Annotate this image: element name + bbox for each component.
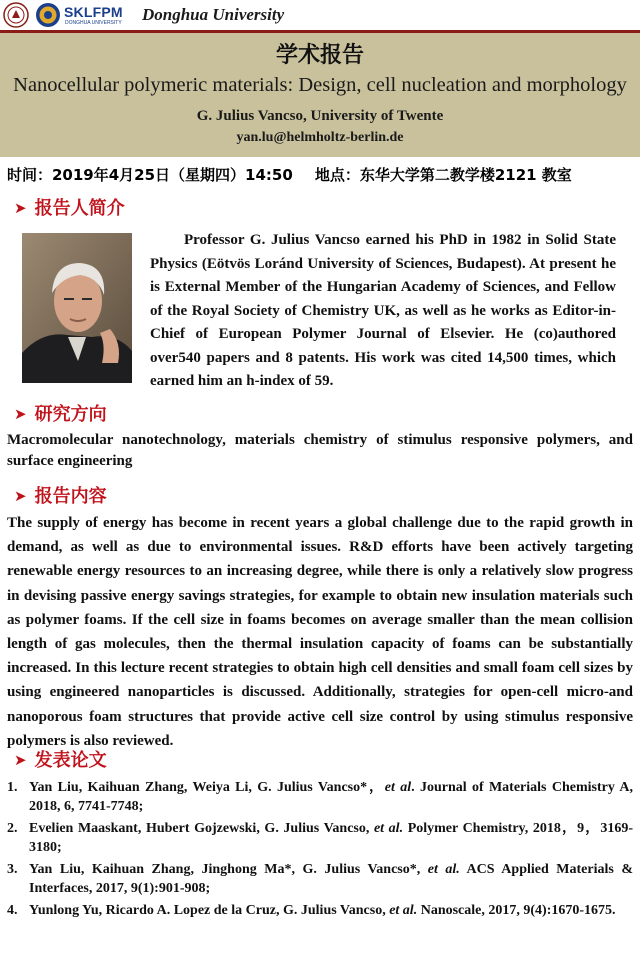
contact-email: yan.lu@helmholtz-berlin.de <box>236 130 404 145</box>
arrow-bullet-icon: ➤ <box>14 405 27 423</box>
list-item: 1. Yan Liu, Kaihuan Zhang, Weiya Li, G. Julius Vancso*，et al. Journal of Materials Chemistry A, 2018, 6, 7741-7748; <box>7 780 633 814</box>
list-item: 3. Yan Liu, Kaihuan Zhang, Jinghong Ma*, G. Julius Vancso*, et al. ACS Applied Materials & Interfaces, 2017, 9(1):901-908; <box>7 862 633 896</box>
publication-list <box>7 778 633 923</box>
event-place: 地点：东华大学第二教学楼2121 教室 <box>314 166 572 184</box>
list-item: 2. Evelien Maaskant, Hubert Gojzewski, G. Julius Vancso, et al. Polymer Chemistry, 2018，9，3169-3180; <box>7 821 633 855</box>
university-name: Donghua University <box>142 5 285 24</box>
section-heading-bio: ➤ 报告人简介 <box>14 198 125 219</box>
donghua-seal-icon <box>3 2 29 28</box>
talk-title: Nanocellular polymeric materials: Design, cell nucleation and morphology <box>13 74 627 96</box>
sklfpm-logo-text: SKLFPM <box>64 4 123 20</box>
logo-bar <box>0 0 640 33</box>
sklfpm-emblem-icon <box>35 2 61 28</box>
arrow-bullet-icon: ➤ <box>14 487 27 505</box>
page-title: 学术报告 <box>275 43 364 68</box>
section-heading-content: ➤ 报告内容 <box>14 486 107 507</box>
research-interests: Macromolecular nanotechnology, materials chemistry of stimulus responsive polymers, and surface engineering <box>7 432 633 469</box>
section-heading-publications: ➤ 发表论文 <box>14 750 107 771</box>
logo-subtext: DONGHUA UNIVERSITY <box>65 20 122 26</box>
section-heading-research: ➤ 研究方向 <box>14 404 107 425</box>
arrow-bullet-icon: ➤ <box>14 199 27 217</box>
speaker-line: G. Julius Vancso, University of Twente <box>196 108 444 124</box>
talk-abstract: The supply of energy has become in recent years a global challenge due to the rapid growth in demand, as well as due to environmental issues. R&D efforts have been actively targeting renewable energy resources to an increasing degree, while there is only a relatively slow progress in devising passive energy savings strategies, for example to obtain new insulation materials such as polymer foams. If the cell size in foams becomes on average smaller than the mean collision length of gas molecules, then the thermal insulation capacity of foams can be substantially increased. In this lecture recent strategies to obtain high cell densities and small foam cell sizes by using engineered nanoparticles is discussed. Additionally, strategies for open-cell micro-and nanoporous foam structures that provide active cell size control by using stimulus responsive polymers is also reviewed. <box>7 515 633 749</box>
arrow-bullet-icon: ➤ <box>14 751 27 769</box>
speaker-bio: Professor G. Julius Vancso earned his PhD in 1982 in Solid State Physics (Eötvös Loránd University of Sciences, Budapest). At present he is External Member of the Hungarian Academy of Sciences, and Fellow of the Royal Society of Chemistry UK, as well as he works as Editor-in-Chief of European Polymer Journal of Elsevier. He (co)authored over540 papers and 8 patents. His work was cited 14,500 times, which earned him an h-index of 59. <box>150 232 616 389</box>
speaker-portrait <box>22 233 132 383</box>
time-place-line <box>7 164 637 185</box>
list-item: 4. Yunlong Yu, Ricardo A. Lopez de la Cruz, G. Julius Vancso, et al. Nanoscale, 2017, 9(4):1670-1675. <box>7 903 616 918</box>
event-time: 时间：2019年4月25日（星期四）14:50 <box>7 166 293 184</box>
